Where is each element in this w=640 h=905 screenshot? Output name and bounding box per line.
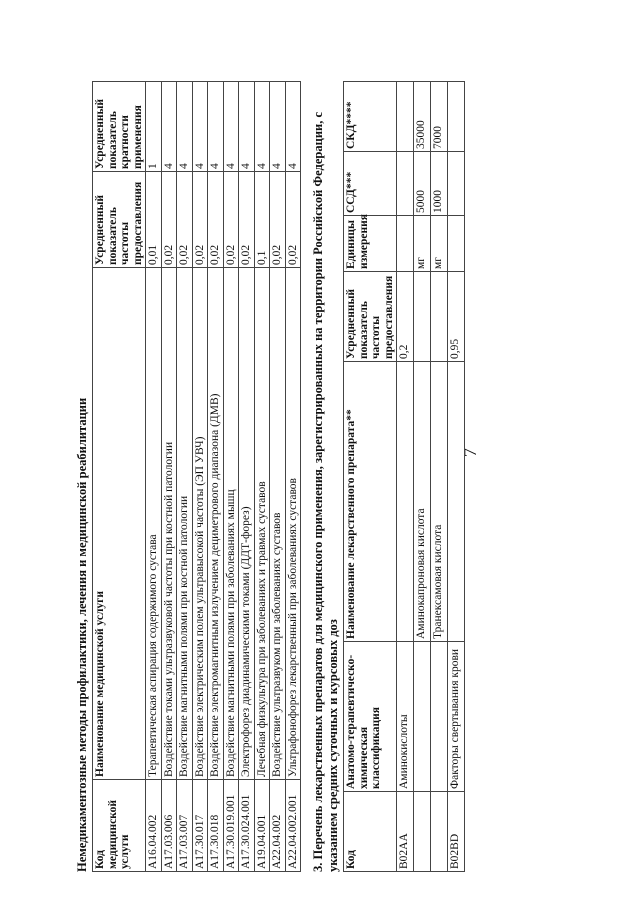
cell-name: Воздействие электромагнитным излучением дециметрового диапазона (ДМВ): [208, 268, 224, 780]
table-row: [397, 82, 414, 872]
section3-heading: 3. Перечень лекарственных препаратов для медицинского применения, зарегистрированных на территории Российской Федерации, с указанием средних суточных и курсовых доз: [311, 111, 340, 872]
cell-name: Воздействие магнитными полями при заболеваниях мышц: [223, 268, 239, 780]
cell-name: Воздействие ультразвуком при заболеваниях суставов: [270, 268, 286, 780]
cell-multiplicity: 1: [146, 82, 162, 172]
cell-unit: [397, 216, 414, 272]
cell-skd: [397, 82, 414, 152]
cell-ssd: [397, 152, 414, 216]
services-table: [92, 81, 301, 872]
table-row: [223, 82, 239, 872]
cell-frequency: 0,02: [223, 172, 239, 268]
drugs-table: [343, 81, 465, 872]
header-multiplicity: Усредненный показатель кратности применения: [93, 82, 146, 172]
cell-frequency: 0,02: [192, 172, 208, 268]
cell-ssd: 5000: [414, 152, 431, 216]
cell-code: A17.30.019.001: [223, 780, 239, 872]
cell-drug-name: Аминокапроновая кислота: [414, 362, 431, 642]
cell-name: Лечебная физкультура при заболеваниях и травмах суставов: [254, 268, 270, 780]
cell-frequency: 0,01: [146, 172, 162, 268]
table-row: [270, 82, 286, 872]
cell-skd: [448, 82, 465, 152]
header-skd: СКД****: [344, 82, 397, 152]
cell-code: B02AA: [397, 792, 414, 872]
cell-ssd: [448, 152, 465, 216]
page-number: 7: [460, 448, 480, 457]
table-row: [414, 82, 431, 872]
cell-multiplicity: 4: [285, 82, 301, 172]
cell-code: [431, 792, 448, 872]
cell-code: A19.04.001: [254, 780, 270, 872]
services-header-row: [93, 82, 146, 872]
cell-drug-name: [397, 362, 414, 642]
cell-atc: [431, 642, 448, 792]
header-drug-name: Наименование лекарственного препарата**: [344, 362, 397, 642]
header-frequency: Усредненный показатель частоты предоставления: [344, 272, 397, 362]
table-row: [254, 82, 270, 872]
cell-multiplicity: 4: [239, 82, 255, 172]
table-row: [448, 82, 465, 872]
header-unit: Единицы измерения: [344, 216, 397, 272]
cell-frequency: 0,02: [177, 172, 193, 268]
cell-frequency: 0,02: [239, 172, 255, 268]
cell-name: Терапевтическая аспирация содержимого сустава: [146, 268, 162, 780]
cell-multiplicity: 4: [161, 82, 177, 172]
cell-code: A17.03.007: [177, 780, 193, 872]
cell-atc: Факторы свертывания крови: [448, 642, 465, 792]
cell-name: Ультрафонофорез лекарственный при заболеваниях суставов: [285, 268, 301, 780]
cell-name: Воздействие магнитными полями при костной патологии: [177, 268, 193, 780]
cell-frequency: 0,02: [270, 172, 286, 268]
cell-code: A22.04.002: [270, 780, 286, 872]
cell-multiplicity: 4: [177, 82, 193, 172]
cell-name: Воздействие электрическим полем ультравысокой частоты (ЭП УВЧ): [192, 268, 208, 780]
table-row: [431, 82, 448, 872]
cell-atc: Аминокислоты: [397, 642, 414, 792]
cell-code: A22.04.002.001: [285, 780, 301, 872]
drugs-header-row: [344, 82, 397, 872]
cell-multiplicity: 4: [270, 82, 286, 172]
table-row: [192, 82, 208, 872]
cell-frequency: 0,2: [397, 272, 414, 362]
cell-frequency: 0,02: [208, 172, 224, 268]
cell-atc: [414, 642, 431, 792]
cell-skd: 7000: [431, 82, 448, 152]
cell-frequency: [414, 272, 431, 362]
cell-skd: 35000: [414, 82, 431, 152]
cell-frequency: [431, 272, 448, 362]
cell-drug-name: [448, 362, 465, 642]
cell-code: A17.30.024.001: [239, 780, 255, 872]
table-row: [285, 82, 301, 872]
header-code: Код: [344, 792, 397, 872]
cell-name: Электрофорез диадинамическими токами (ДДТ-форез): [239, 268, 255, 780]
header-ssd: ССД***: [344, 152, 397, 216]
table-row: [239, 82, 255, 872]
cell-frequency: 0,02: [285, 172, 301, 268]
header-atc: Анатомо-терапевтическо-химическая классификация: [344, 642, 397, 792]
cell-multiplicity: 4: [192, 82, 208, 172]
header-code: Код медицинской услуги: [93, 780, 146, 872]
cell-drug-name: Транексамовая кислота: [431, 362, 448, 642]
cell-code: A16.04.002: [146, 780, 162, 872]
table-row: [208, 82, 224, 872]
cell-multiplicity: 4: [208, 82, 224, 172]
cell-multiplicity: 4: [223, 82, 239, 172]
cell-multiplicity: 4: [254, 82, 270, 172]
cell-unit: мг: [431, 216, 448, 272]
rotated-content: [74, 52, 584, 872]
table-row: [146, 82, 162, 872]
cell-code: A17.03.006: [161, 780, 177, 872]
table-row: [177, 82, 193, 872]
header-frequency: Усредненный показатель частоты предоставления: [93, 172, 146, 268]
cell-name: Воздействие токами ультразвуковой частоты при костной патологии: [161, 268, 177, 780]
cell-code: A17.30.017: [192, 780, 208, 872]
cell-code: B02BD: [448, 792, 465, 872]
cell-frequency: 0,95: [448, 272, 465, 362]
cell-frequency: 0,1: [254, 172, 270, 268]
cell-unit: [448, 216, 465, 272]
cell-code: [414, 792, 431, 872]
header-name: Наименование медицинской услуги: [93, 268, 146, 780]
table-row: [161, 82, 177, 872]
cell-frequency: 0,02: [161, 172, 177, 268]
cell-code: A17.30.018: [208, 780, 224, 872]
cell-unit: мг: [414, 216, 431, 272]
cell-ssd: 1000: [431, 152, 448, 216]
section-heading: Немедикаментозные методы профилактики, лечения и медицинской реабилитации: [75, 397, 89, 872]
